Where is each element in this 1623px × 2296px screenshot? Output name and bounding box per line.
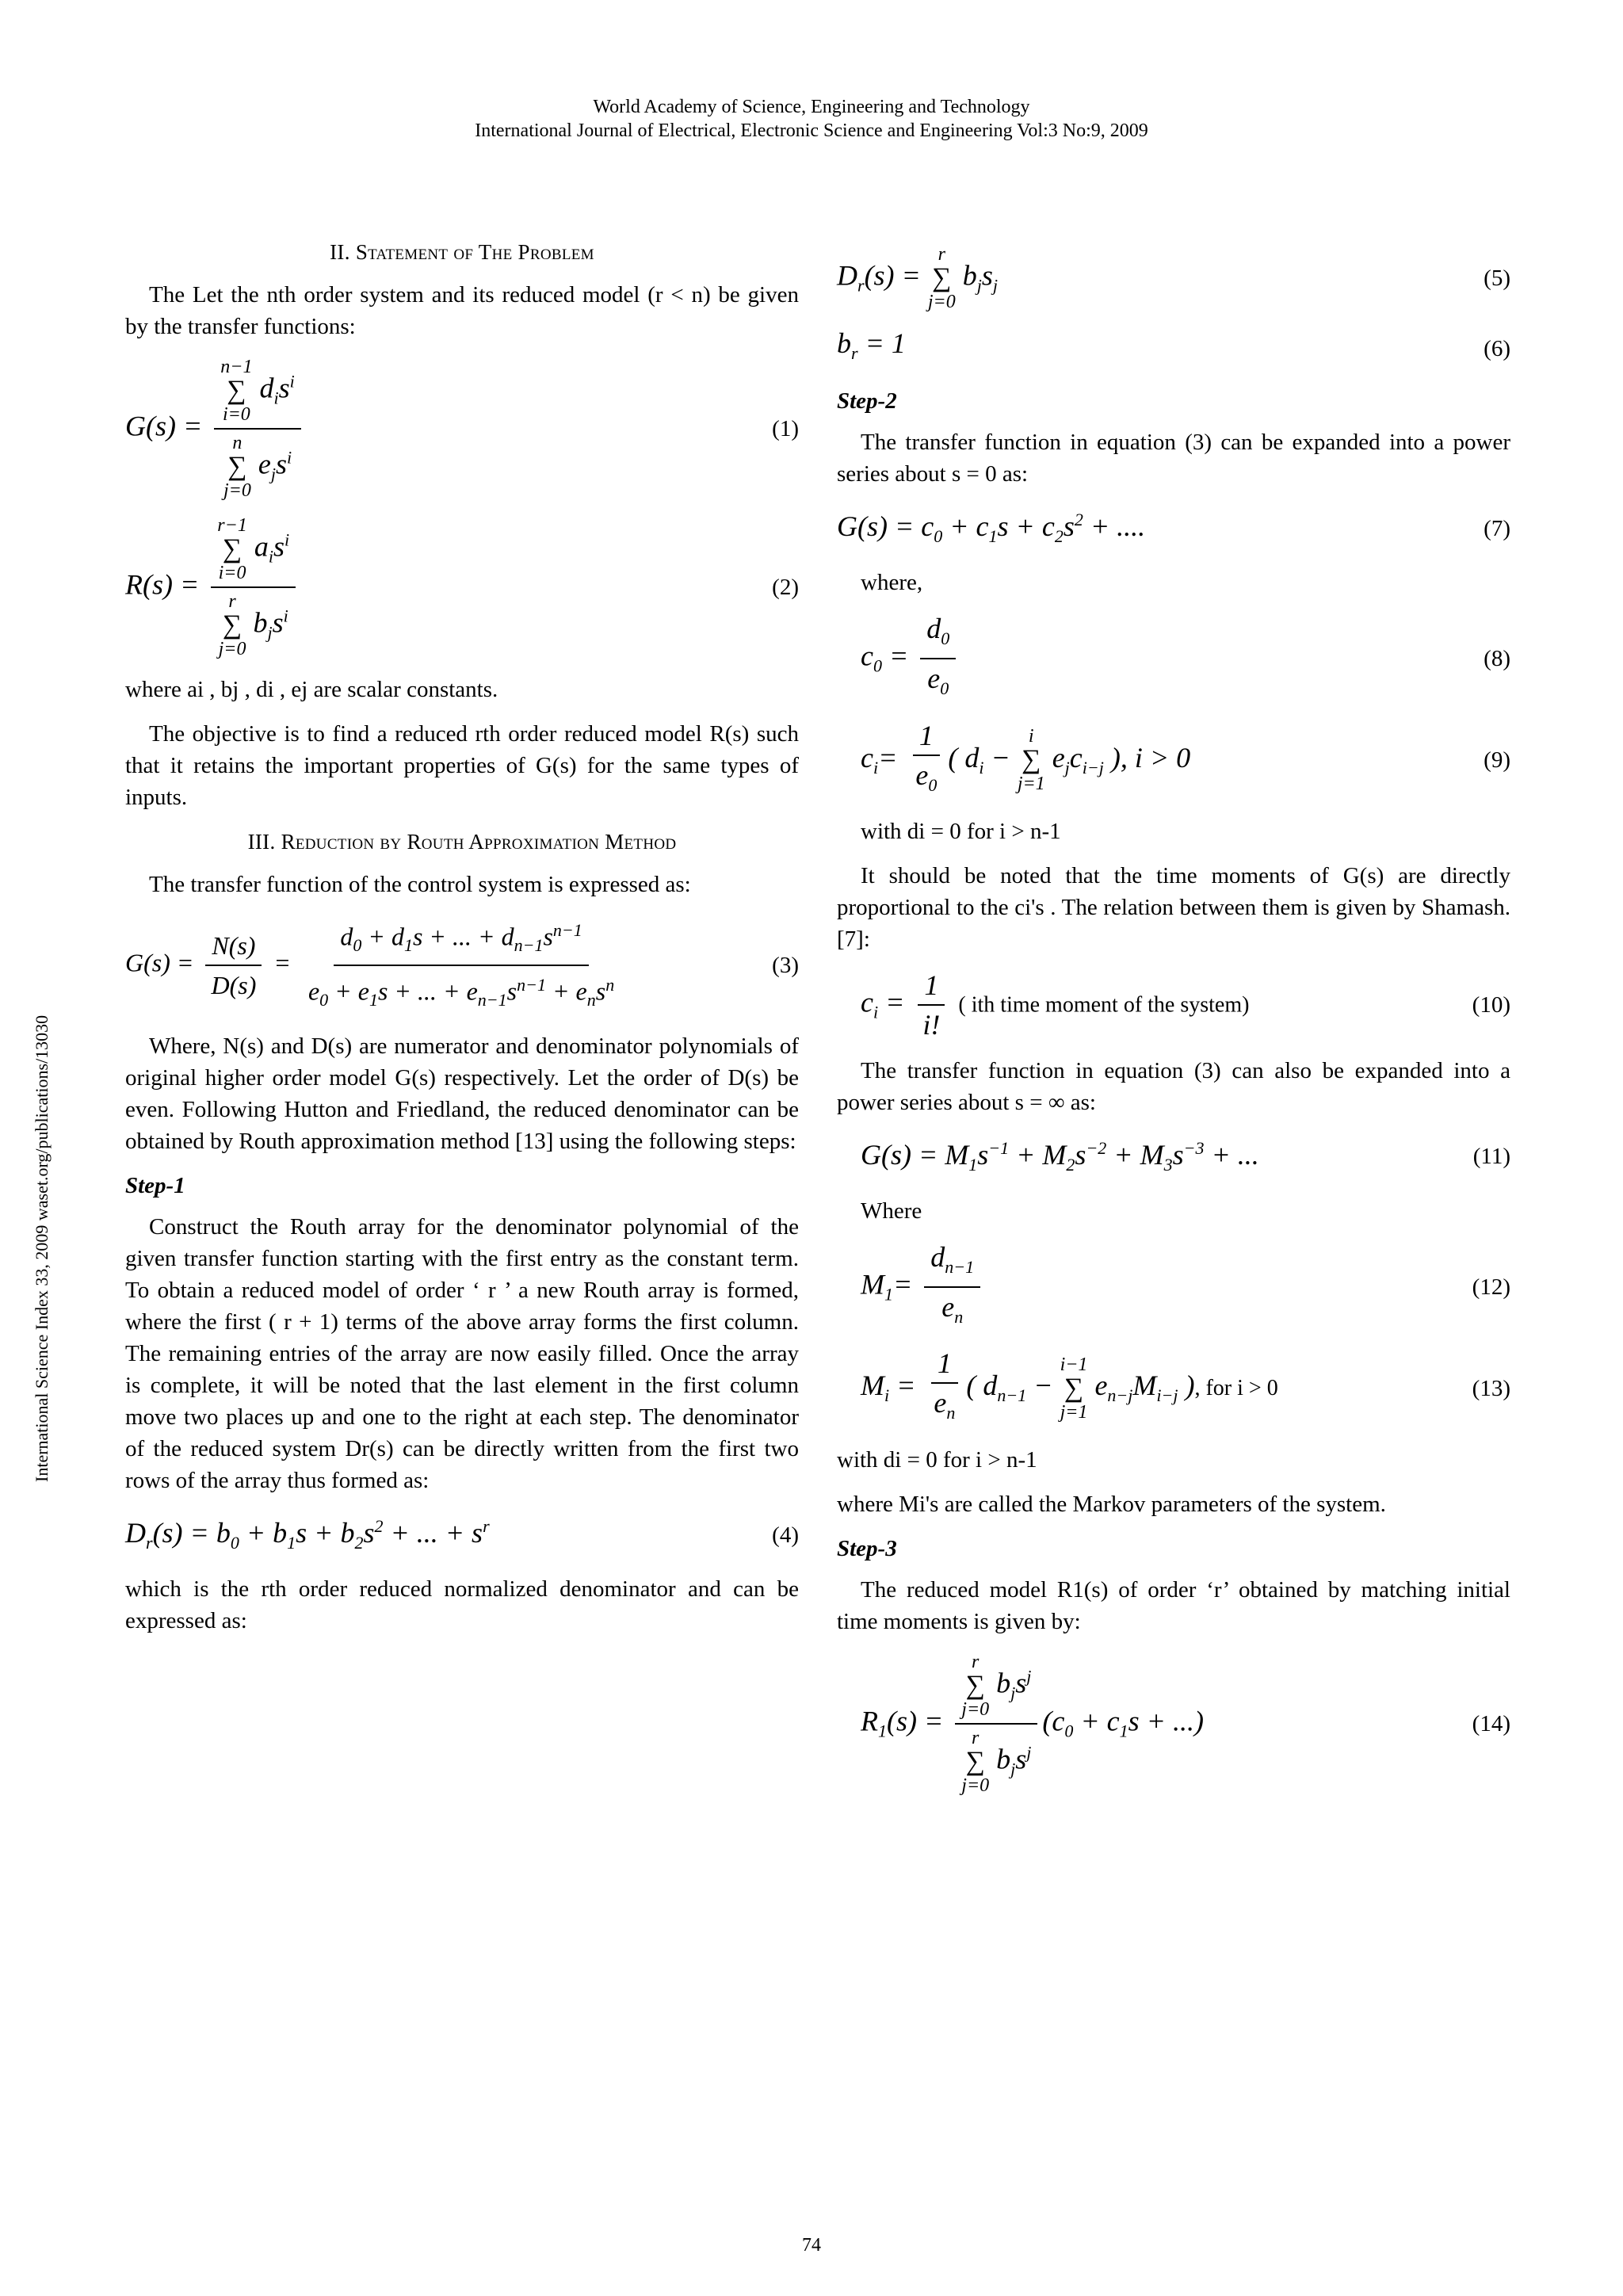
equation-number: (1) [772,416,799,441]
paragraph: The transfer function in equation (3) can also be expanded into a power series about s = ∞ as: [837,1057,1510,1115]
paragraph: Where, N(s) and D(s) are numerator and denominator polynomials of original higher order model G(s) respectively. Let the order of D(s) be even. Following Hutton and Friedland, the reduced denominator can be obtained by Routh approximation method [13] using the following steps: [125,1033,799,1155]
equation-number: (11) [1472,1144,1510,1170]
equation-number: (12) [1472,1274,1510,1301]
equation-3: G(s) = $\frac{N(s)}{D(s)}$ = $\frac{d_0 + d_1s + ... + d_{n-1}s^{n-1}}{e_0 + e_1s + ... + e_{n-1}s^{n-1} + e_ns^n}$ (3) [125,915,799,1016]
journal-title: International Journal of Electrical, Electronic Science and Engineering Vol:3 No:9, 2009 [475,120,1148,141]
equation-13: $M_i$ = $\frac{1}{e_n}$ ( $d_{n-1}$ − i−1 ∑ j=1 $e_{n-j}M_{i-j}$ ), for i > 0 (13) [861,1347,1510,1423]
equation-number: (4) [772,1522,799,1548]
paragraph: with di = 0 for i > n-1 [861,818,1061,844]
equation-8: $c_0$ = $\frac{d_0}{e_0}$ (8) [861,613,1510,699]
equation-text: , for i > 0 [1194,1376,1278,1401]
right-column [837,230,1510,1810]
equation-number: (6) [1484,336,1510,361]
page-number: 74 [802,2235,821,2256]
equation-12: $M_1=$ $\frac{d_{n-1}}{e_n}$ (12) [861,1240,1510,1328]
paragraph: The reduced model R1(s) of order ‘r’ obtained by matching initial time moments is given by: [837,1576,1510,1634]
step-heading: Step-2 [837,388,897,414]
paragraph: The transfer function in equation (3) can be expanded into a power series about s = 0 as: [837,430,1510,487]
equation-11: $G(s) = M_1s^{-1} + M_2s^{-2} + M_3s^{-3}$ + ... (11) [861,1137,1510,1175]
equation-1: G(s) = n−1 ∑ i=0 $d_is^i$ n ∑ j=0 $e_js^i$ (1) [125,357,799,501]
equation-number: (8) [1484,646,1510,672]
paragraph: Construct the Routh array for the denominator polynomial of the given transfer function starting with the first entry as the constant term. To obtain a reduced model of order ‘ r ’ a new Routh array is formed, where the first ( r + 1) terms of the above array forms the first column. The remaining entries of the array are now easily filled. Once the array is complete, it will be noted that the last element in the first column move two places up and one to the right at each step. The denominator of the reduced system Dr(s) can be directly written from the first two rows of the array thus formed as: [125,1214,799,1494]
running-header [0,95,1623,143]
paragraph: The objective is to find a reduced rth order reduced model R(s) such that it retains the important properties of G(s) for the same types of inputs. [125,721,799,810]
equation-4: $D_r(s) = b_0 + b_1s + b_2s^2$ + ... + $s^r$ (4) [125,1516,799,1553]
equation-number: (14) [1472,1710,1510,1736]
paragraph: Where [861,1198,922,1224]
paragraph: It should be noted that the time moments of G(s) are directly proportional to the ci's . The relation between them is given by Shamash. [7]: [837,862,1510,952]
section-heading-2: II. Statement of The Problem [330,240,594,264]
step-heading: Step-1 [125,1173,185,1199]
journal-org: World Academy of Science, Engineering and Technology [593,97,1030,117]
paragraph: where Mi's are called the Markov parameters of the system. [837,1491,1386,1517]
equation-text: ( ith time moment of the system) [958,992,1250,1018]
paragraph: with di = 0 for i > n-1 [837,1446,1037,1473]
equation-9: $c_i=$ $\frac{1}{e_0}$ ( $d_i$ − i ∑ j=1 $e_jc_{i-j}$ ), i > 0 (9) [861,719,1510,795]
equation-5: $D_r(s)$ = r ∑ j=0 $b_js_j$ (5) [837,244,1510,312]
equation-number: (10) [1472,991,1510,1018]
equation-number: (5) [1484,266,1510,291]
equation-number: (2) [772,575,799,600]
paragraph: which is the rth order reduced normalized denominator and can be expressed as: [125,1576,799,1634]
paragraph: where ai , bj , di , ej are scalar constants. [125,677,498,702]
paragraph: The Let the nth order system and its reduced model (r < n) be given by the transfer functions: [125,282,799,339]
equation-14: $R_1(s)$ = r ∑ j=0 $b_js^j$ r ∑ j=0 $b_js^j$ ($c_0 + c_1s$ + ...) (14) [861,1651,1510,1796]
equation-2: R(s) = r−1 ∑ i=0 $a_is^i$ r ∑ j=0 $b_js^i$ (2) [125,515,799,659]
equation-number: (7) [1484,515,1510,541]
section-heading-3: III. Reduction by Routh Approximation Method [247,830,677,854]
left-column [125,230,799,1649]
equation-10: $c_i$ = $\frac{1}{i!}$ ( ith time moment of the system) (10) [861,968,1510,1041]
paragraph: where, [861,570,923,596]
step-heading: Step-3 [837,1535,897,1561]
paragraph: The transfer function of the control system is expressed as: [149,872,691,897]
equation-number: (9) [1484,747,1510,774]
equation-7: $G(s) = c_0 + c_1s + c_2s^2$ + .... (7) [837,510,1510,547]
sidebar-citation: International Science Index 33, 2009 waset.org/publications/13030 [32,1014,52,1482]
equation-6: $b_r = 1$ (6) [837,327,1510,364]
equation-number: (3) [772,953,799,979]
equation-number: (13) [1472,1375,1510,1401]
